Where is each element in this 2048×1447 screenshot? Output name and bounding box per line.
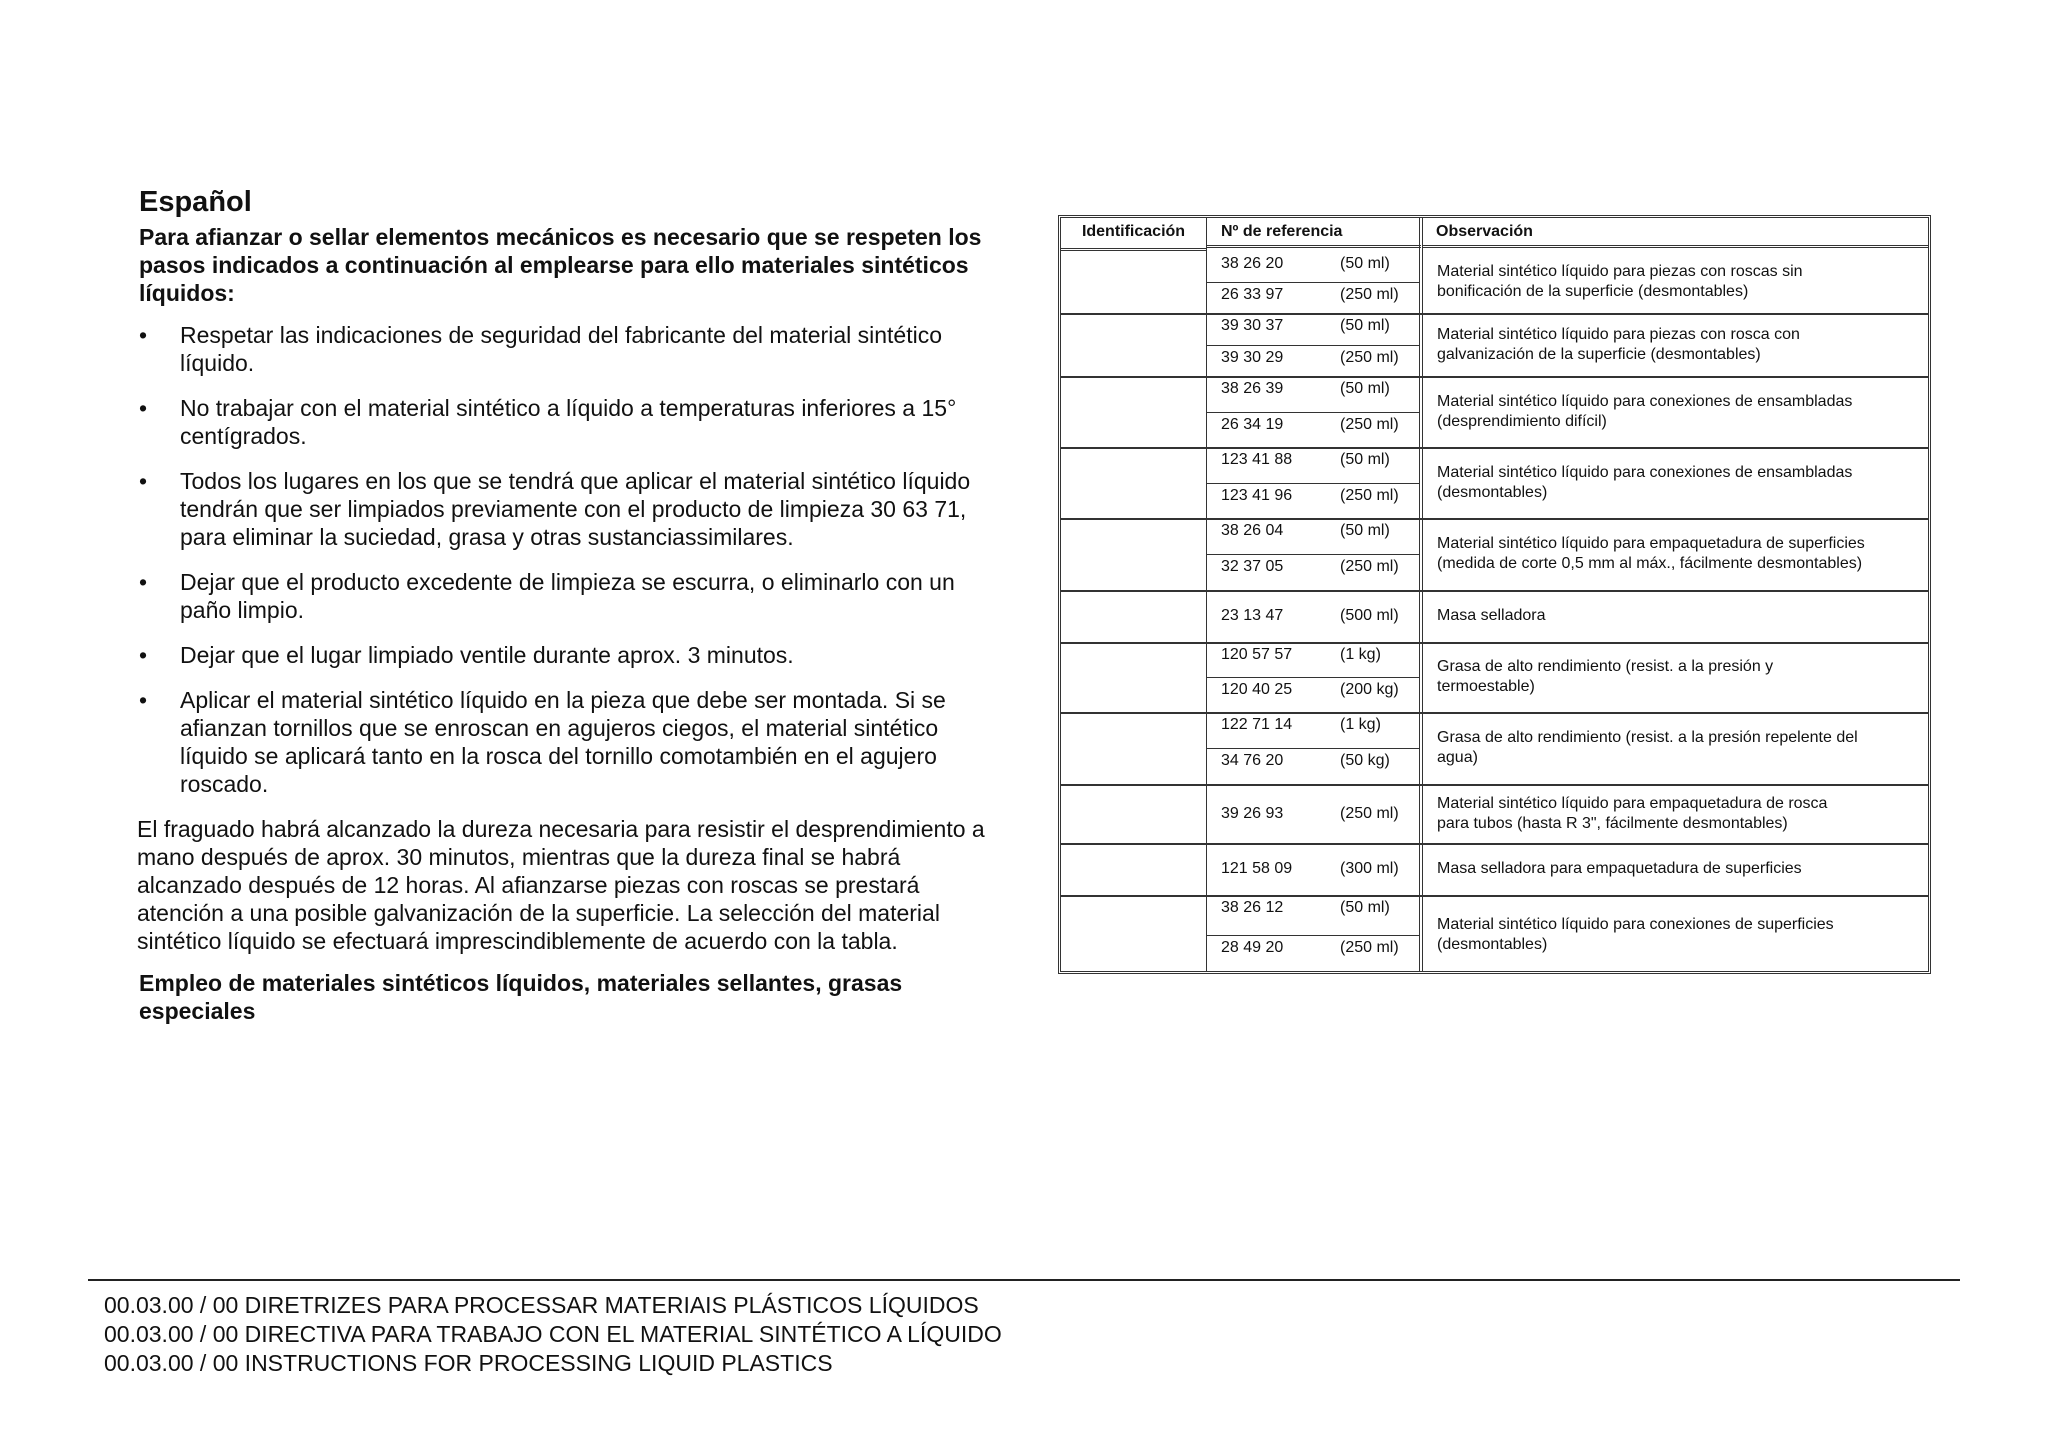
observation-cell: [1423, 915, 1920, 955]
identification-cell: [1061, 843, 1206, 895]
observation-cell: [1423, 392, 1920, 432]
observation-line: Masa selladora para empaquetadura de superficies: [1437, 860, 1802, 877]
table-row: [1061, 376, 1928, 449]
table-row: [1061, 784, 1928, 845]
list-item-text: Todos los lugares en los que se tendrá que aplicar el material sintético líquido tendrán que ser limpiados previamente con el producto de limpieza 30 63 71, para eliminar la suciedad, grasa y otras sustanciassimilares.: [180, 468, 971, 550]
reference-quantity: (1 kg): [1340, 716, 1381, 733]
reference-quantity: (50 ml): [1340, 317, 1390, 334]
list-item: [139, 686, 1009, 798]
header-referencia: Nº de referencia: [1207, 218, 1421, 248]
reference-number: 26 34 19: [1221, 415, 1284, 433]
reference-number: 120 40 25: [1221, 681, 1293, 698]
observation-line: Masa selladora: [1437, 607, 1546, 624]
observation-line: Material sintético líquido para empaquetadura de rosca: [1437, 794, 1828, 812]
reference-quantity: (250 ml): [1340, 938, 1399, 956]
reference-quantity: (50 ml): [1340, 255, 1390, 272]
identification-cell: [1061, 642, 1206, 712]
reference-number: 121 58 09: [1221, 860, 1293, 877]
section-heading: Español: [139, 186, 252, 218]
observation-cell: [1423, 463, 1920, 503]
bullet-icon: •: [139, 687, 148, 713]
reference-number: 32 37 05: [1221, 558, 1284, 575]
list-item: [139, 394, 1009, 450]
observation-line: para tubos (hasta R 3", fácilmente desmontables): [1437, 814, 1788, 832]
reference-number: 26 33 97: [1221, 286, 1284, 303]
table-row: [1061, 843, 1928, 897]
list-item-text: Dejar que el lugar limpiado ventile durante aprox. 3 minutos.: [180, 642, 794, 668]
body-paragraph: El fraguado habrá alcanzado la dureza necesaria para resistir el desprendimiento a mano después de aprox. 30 minutos, mientras que la dureza final se habrá alcanzado después de 12 horas. Al afianzarse piezas con roscas se prestará atención a una posible galvanización de la superficie. La selección del material sintético líquido se efectuará imprescindiblemente de acuerdo con la tabla.: [137, 816, 985, 954]
reference-quantity: (250 ml): [1340, 348, 1399, 366]
list-item-text: No trabajar con el material sintético a líquido a temperaturas inferiores a 15° centígrados.: [180, 395, 957, 449]
observation-line: Material sintético líquido para piezas con roscas sin: [1437, 263, 1803, 280]
bullet-icon: •: [139, 468, 148, 494]
list-item: [139, 467, 1009, 551]
table-row: [1061, 642, 1928, 714]
spanish-section: [139, 186, 1009, 1025]
table-caption: Empleo de materiales sintéticos líquidos, materiales sellantes, grasas especiales: [139, 970, 903, 1024]
bullet-icon: •: [139, 569, 148, 595]
observation-line: (medida de corte 0,5 mm al máx., fácilmente desmontables): [1437, 555, 1863, 572]
reference-number: 38 26 39: [1221, 380, 1284, 397]
bullet-icon: •: [139, 395, 148, 421]
reference-number: 23 13 47: [1221, 607, 1284, 624]
footer-line: 00.03.00 / 00 DIRECTIVA PARA TRABAJO CON EL MATERIAL SINTÉTICO A LÍQUIDO: [104, 1321, 1002, 1347]
list-item-text: Respetar las indicaciones de seguridad del fabricante del material sintético líquido.: [180, 322, 942, 376]
observation-line: Material sintético líquido para conexiones de superficies: [1437, 915, 1834, 933]
reference-divider: [1207, 483, 1419, 484]
observation-line: (desprendimiento difícil): [1437, 412, 1607, 430]
reference-quantity: (50 ml): [1340, 380, 1390, 397]
observation-line: agua): [1437, 749, 1478, 766]
bullet-icon: •: [139, 322, 148, 348]
identification-cell: [1061, 784, 1206, 843]
identification-cell: [1061, 712, 1206, 784]
observation-line: Material sintético líquido para conexiones de ensambladas: [1437, 392, 1853, 410]
identification-cell: [1061, 313, 1206, 376]
table-row: [1061, 518, 1928, 592]
reference-quantity: (500 ml): [1340, 607, 1399, 624]
list-item: [139, 568, 1009, 624]
observation-line: termoestable): [1437, 678, 1535, 695]
materials-table: [1058, 215, 1931, 974]
reference-quantity: (1 kg): [1340, 646, 1381, 663]
footer-line: 00.03.00 / 00 INSTRUCTIONS FOR PROCESSING LIQUID PLASTICS: [104, 1350, 833, 1376]
reference-number: 28 49 20: [1221, 938, 1284, 956]
observation-line: Grasa de alto rendimiento (resist. a la presión y: [1437, 658, 1774, 675]
observation-cell: [1423, 534, 1920, 574]
observation-cell: [1423, 859, 1920, 879]
reference-number: 34 76 20: [1221, 752, 1284, 769]
reference-number: 123 41 96: [1221, 486, 1293, 504]
reference-divider: [1207, 282, 1419, 283]
reference-quantity: (250 ml): [1340, 486, 1399, 504]
observation-line: (desmontables): [1437, 935, 1548, 953]
identification-cell: [1061, 447, 1206, 518]
observation-cell: [1423, 325, 1920, 365]
observation-line: galvanización de la superficie (desmontables): [1437, 345, 1761, 363]
reference-number: 38 26 20: [1221, 255, 1284, 272]
reference-number: 39 30 37: [1221, 317, 1284, 334]
table-row: [1061, 447, 1928, 520]
intro-text: Para afianzar o sellar elementos mecánicos es necesario que se respeten los pasos indicados a continuación al emplearse para ello materiales sintéticos líquidos:: [139, 224, 982, 306]
reference-divider: [1207, 935, 1419, 936]
identification-cell: [1061, 895, 1206, 974]
identification-cell: [1061, 590, 1206, 642]
table-row: [1061, 590, 1928, 644]
observation-cell: [1423, 794, 1920, 834]
list-item-text: Aplicar el material sintético líquido en la pieza que debe ser montada. Si se afianzan tornillos que se enroscan en agujeros ciegos, el material sintético líquido se aplicará tanto en la rosca del tornillo comotambién en el agujero roscado.: [180, 687, 946, 797]
footer-line: 00.03.00 / 00 DIRETRIZES PARA PROCESSAR MATERIAIS PLÁSTICOS LÍQUIDOS: [104, 1292, 979, 1318]
reference-number: 38 26 04: [1221, 522, 1284, 539]
table-row: [1061, 313, 1928, 378]
reference-divider: [1207, 748, 1419, 749]
observation-cell: [1423, 606, 1920, 626]
reference-quantity: (50 ml): [1340, 522, 1390, 539]
reference-number: 123 41 88: [1221, 451, 1293, 468]
list-item: [139, 321, 1009, 377]
observation-line: Material sintético líquido para piezas con rosca con: [1437, 325, 1800, 343]
list-item-text: Dejar que el producto excedente de limpieza se escurra, o eliminarlo con un paño limpio.: [180, 569, 955, 623]
reference-divider: [1207, 345, 1419, 346]
identification-cell: [1061, 518, 1206, 590]
reference-quantity: (250 ml): [1340, 286, 1399, 303]
list-item: [139, 641, 1009, 669]
header-identificacion: Identificación: [1061, 218, 1206, 251]
reference-number: 39 26 93: [1221, 804, 1284, 822]
observation-cell: [1423, 728, 1920, 768]
observation-line: Material sintético líquido para empaquetadura de superficies: [1437, 535, 1865, 552]
table-row: [1061, 712, 1928, 786]
instruction-list: [139, 321, 1009, 798]
observation-line: (desmontables): [1437, 483, 1548, 501]
reference-quantity: (250 ml): [1340, 558, 1399, 575]
reference-divider: [1207, 554, 1419, 555]
observation-cell: [1423, 262, 1920, 302]
bullet-icon: •: [139, 642, 148, 668]
observation-line: Material sintético líquido para conexiones de ensambladas: [1437, 463, 1853, 481]
observation-line: Grasa de alto rendimiento (resist. a la presión repelente del: [1437, 729, 1858, 746]
table-row: [1061, 895, 1928, 974]
header-observacion: Observación: [1422, 218, 1928, 248]
reference-quantity: (50 ml): [1340, 451, 1390, 468]
observation-cell: [1423, 657, 1920, 697]
reference-quantity: (250 ml): [1340, 804, 1399, 822]
reference-quantity: (50 kg): [1340, 752, 1390, 769]
table-row: [1061, 251, 1928, 315]
identification-cell: [1061, 376, 1206, 447]
reference-number: 38 26 12: [1221, 899, 1284, 916]
footer-divider: [88, 1279, 1960, 1281]
footer: [104, 1291, 1002, 1378]
reference-number: 122 71 14: [1221, 716, 1293, 733]
reference-quantity: (300 ml): [1340, 860, 1399, 877]
observation-line: bonificación de la superficie (desmontables): [1437, 283, 1749, 300]
reference-quantity: (50 ml): [1340, 899, 1390, 916]
reference-number: 120 57 57: [1221, 646, 1293, 663]
reference-quantity: (200 kg): [1340, 681, 1399, 698]
identification-cell: [1061, 251, 1206, 313]
reference-quantity: (250 ml): [1340, 415, 1399, 433]
reference-divider: [1207, 412, 1419, 413]
reference-divider: [1207, 677, 1419, 678]
reference-number: 39 30 29: [1221, 348, 1284, 366]
